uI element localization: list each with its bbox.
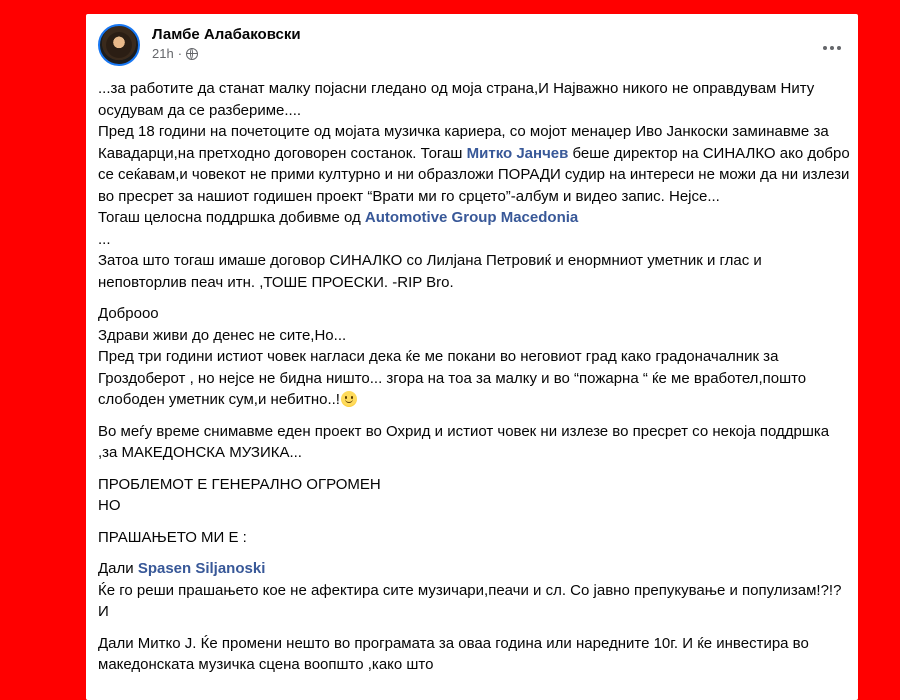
text-line: Пред 18 години на почетоците од мојата музичка кариера, со мојот менаџер Иво Јанкоски заминавме за Кавадарци,на претходно договорен состанок. Тогаш xyxy=(98,123,829,162)
more-options-icon[interactable] xyxy=(818,38,846,58)
author-name[interactable]: Ламбе Алабаковски xyxy=(152,26,301,43)
text-line: Здрави живи до денес не сите,Но... xyxy=(98,326,347,344)
text-line: НО xyxy=(98,497,121,514)
post-time[interactable]: 21h xyxy=(152,46,174,61)
text-line: Тогаш целосна поддршка добивме од xyxy=(98,209,365,226)
smile-emoji-icon xyxy=(341,391,357,407)
post-text xyxy=(98,78,850,676)
paragraph-7 xyxy=(98,633,850,676)
avatar[interactable] xyxy=(98,24,140,66)
text-line: И xyxy=(98,603,109,620)
mention-link[interactable]: Automotive Group Macedonia xyxy=(364,209,579,226)
text-line: ...за работите да станат малку појасни гледано од моја страна,И Најважно никого не оправдувам Ниту осудувам да се разбериме.... xyxy=(98,80,815,119)
paragraph-5 xyxy=(98,527,850,549)
mention-link[interactable]: Spasen Siljanoski xyxy=(137,560,266,577)
text-line: Дали xyxy=(98,560,138,577)
mention-link[interactable]: Митко Јанчев xyxy=(466,144,569,162)
paragraph-3 xyxy=(98,421,850,464)
text-line: Во меѓу време снимавме еден проект во Охрид и истиот човек ни излезе во пресрет со некоја поддршка ,за МАКЕДОНСКА МУЗИКА... xyxy=(98,422,830,461)
meta-separator: · xyxy=(177,46,183,61)
text-line: Доброоо xyxy=(98,305,159,322)
text-line: ПРОБЛЕМОТ Е ГЕНЕРАЛНО ОГРОМЕН xyxy=(98,475,381,493)
avatar-photo xyxy=(106,32,132,58)
post-header xyxy=(98,24,846,74)
paragraph-4 xyxy=(98,474,850,517)
text-line: беше директор на СИНАЛКО ако добро се сеќавам,и човекот не прими културно и ни образложи ПОРАДИ судир на интереси не можи да ни излези во пресрет за нашиот годишен проект “Врати ми го срцето”-албум и видео запис. Нејсе... xyxy=(98,144,850,205)
text-line: Дали Митко Ј. Ќе промени нешто во програмата за оваа година или наредните 10г. И ќе инвестира во македонската музичка сцена воопшто ,како што xyxy=(98,634,809,673)
paragraph-6 xyxy=(98,558,850,623)
globe-icon[interactable] xyxy=(186,48,198,60)
paragraph-2 xyxy=(98,303,850,411)
text-line: Пред три години истиот човек нагласи дека ќе ме покани во неговиот град како градоначалник за Гроздоберот , но нејсе не бидна ништо... згора на тоа за малку и во “пожарна “ ќе ме вработел,пошто слободен уметник сум,и небитно..! xyxy=(98,348,807,408)
text-line: Затоа што тогаш имаше договор СИНАЛКО со Лилјана Петровиќ и енормниот уметник и глас и неповторлив пеач итн. ,ТОШЕ ПРОЕСКИ. -RIP Bro. xyxy=(98,252,762,291)
text-line: Ќе го реши прашањето кое не афектира сите музичари,пеачи и сл. Со јавно препукување и популизам!?!? xyxy=(98,581,842,599)
post-meta xyxy=(152,46,198,61)
paragraph-1 xyxy=(98,78,850,293)
post-card xyxy=(86,14,858,700)
text-line: ... xyxy=(98,230,111,248)
text-line: ПРАШАЊЕТО МИ Е : xyxy=(98,528,247,546)
